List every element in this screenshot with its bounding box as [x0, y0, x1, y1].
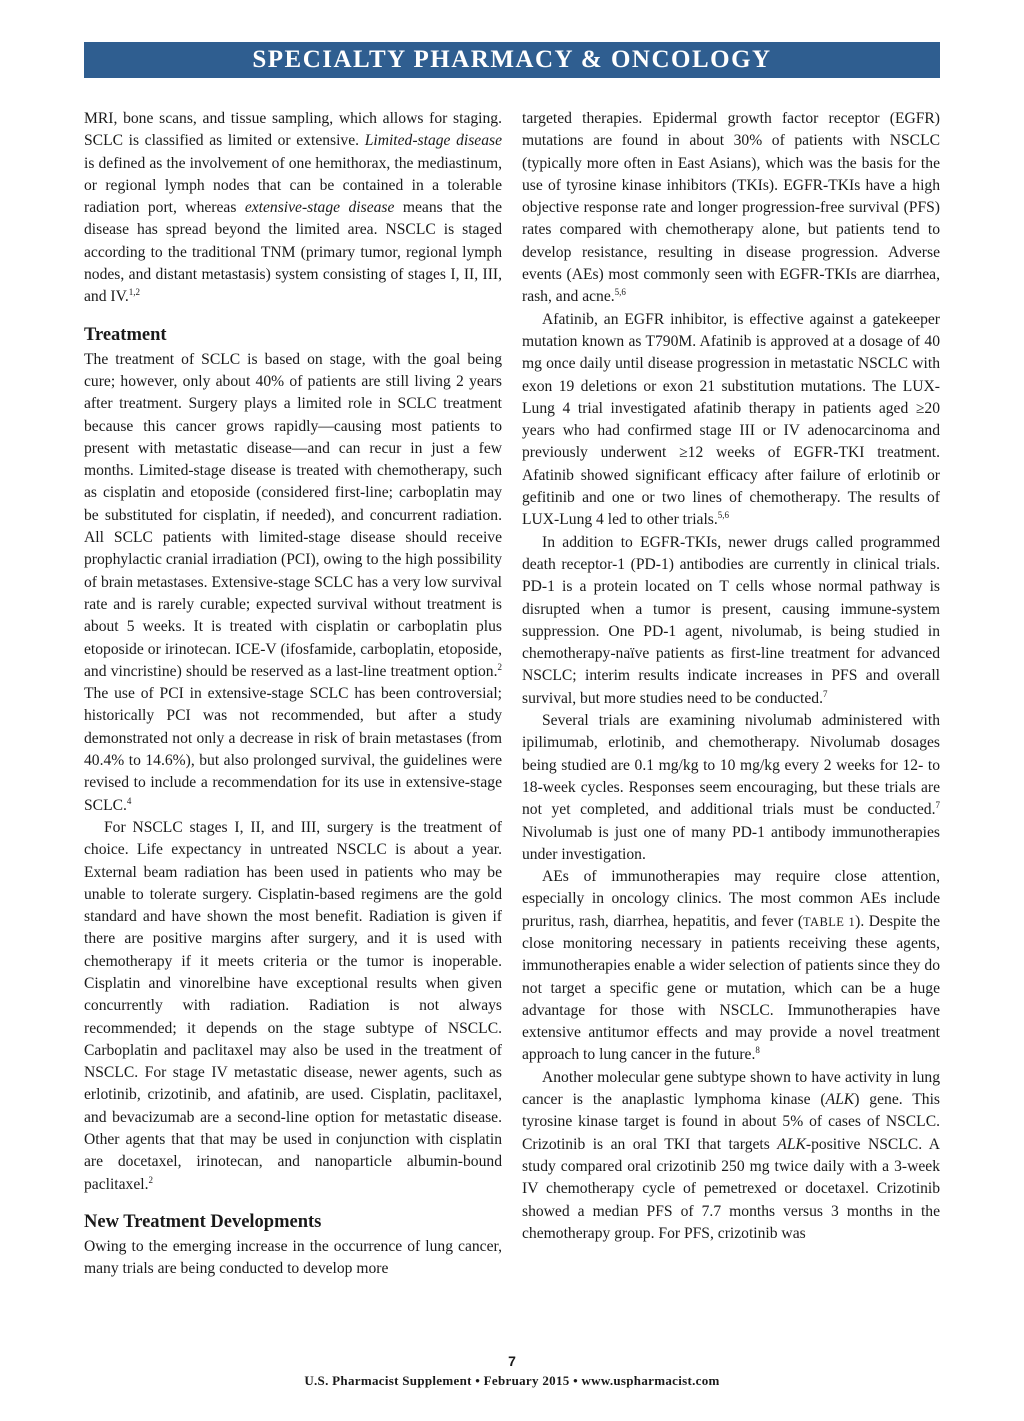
paragraph-afatinib: Afatinib, an EGFR inhibitor, is effective against a gatekeeper mutation known as T790M. Afatinib is approved at a dosage of 40 mg once daily until disease progression in metastatic NSCLC with exon 19 deletions or exon 21 substitution mutations. The LUX-Lung 4 trial investigated afatinib therapy in patients aged ≥20 years who had confirmed stage III or IV adenocarcinoma and previously underwent ≥12 weeks of EGFR-TKI treatment. Afatinib showed significant efficacy after failure of erlotinib or gefitinib and one or two lines of chemotherapy. The results of LUX-Lung 4 led to other trials.$^{5,6}$	[522, 310, 940, 529]
paragraph-alk: Another molecular gene subtype shown to have activity in lung cancer is the anaplastic lymphoma kinase (ALK) gene. This tyrosine kinase target is found in about 5% of cases of NSCLC. Crizotinib is an oral TKI that targets ALK-positive NSCLC. A study compared oral crizotinib 250 mg twice daily with a 3-week IV chemotherapy cycle of pemetrexed or docetaxel. Crizotinib showed a median PFS of 7.7 months versus 3 months in the chemotherapy group. For PFS, crizotinib was	[522, 1068, 940, 1242]
left-column	[84, 108, 502, 1348]
paragraph-immunotherapy-aes: AEs of immunotherapies may require close attention, especially in oncology clinics. The most common AEs include pruritus, rash, diarrhea, hepatitis, and fever (TABLE 1). Despite the close monitoring necessary in patients receiving these agents, immunotherapies enable a wider selection of patients since they do not target a specific gene or mutation, which can be a huge advantage for those with NSCLC. Immunotherapies have extensive antitumor effects and may provide a novel treatment approach to lung cancer in the future.$^8$	[522, 868, 940, 1064]
right-column	[522, 108, 940, 1348]
paragraph-staging: MRI, bone scans, and tissue sampling, which allows for staging. SCLC is classified as limited or extensive. Limited-stage disease is defined as the involvement of one hemithorax, the mediastinum, or regional lymph nodes that can be contained in a tolerable radiation port, whereas extensive-stage disease means that the disease has spread beyond the limited area. NSCLC is staged according to the traditional TNM (primary tumor, regional lymph nodes, and distant metastasis) system consisting of stages I, II, III, and IV.$^{1,2}$	[84, 110, 502, 306]
page-number: 7	[508, 1353, 516, 1369]
paragraph-sclc-treatment: The treatment of SCLC is based on stage, with the goal being cure; however, only about 40% of patients are still living 2 years after treatment. Surgery plays a limited role in SCLC treatment because this cancer grows rapidly—causing most patients to present with metastatic disease—and can recur in just a few months. Limited-stage disease is treated with chemotherapy, such as cisplatin and etoposide (considered first-line; carboplatin may be substituted for cisplatin, if needed), and concurrent radiation. All SCLC patients with limited-stage disease should receive prophylactic cranial irradiation (PCI), owing to the high possibility of brain metastases. Extensive-stage SCLC has a very low survival rate and is rarely curable; expected survival without treatment is about 5 weeks. It is treated with cisplatin or carboplatin plus etoposide or irinotecan. ICE-V (ifosfamide, carboplatin, etoposide, and vincristine) should be reserved as a last-line treatment option.$^2$ The use of PCI in extensive-stage SCLC has been controversial; historically PCI was not recommended, but after a study demonstrated not only a decrease in risk of brain metastases (from 40.4% to 14.6%), but also prolonged survival, the guidelines were revised to include a recommendation for its use in extensive-stage SCLC.$^4$	[84, 350, 502, 814]
heading-new-treatment-developments: New Treatment Developments	[84, 1211, 322, 1232]
table-reference: TABLE 1	[803, 914, 856, 929]
paragraph-egfr: targeted therapies. Epidermal growth factor receptor (EGFR) mutations are found in about 30% of patients with NSCLC (typically more often in East Asians), which was the basis for the use of tyrosine kinase inhibitors (TKIs). EGFR-TKIs have a high objective response rate and longer progression-free survival (PFS) rates compared with chemotherapy alone, but patients tend to develop resistance, resulting in disease progression. Adverse events (AEs) most commonly seen with EGFR-TKIs are diarrhea, rash, and acne.$^{5,6}$	[522, 110, 940, 306]
section-banner: SPECIALTY PHARMACY & ONCOLOGY	[84, 42, 940, 78]
paragraph-nivolumab: Several trials are examining nivolumab administered with ipilimumab, erlotinib, and chemotherapy. Nivolumab dosages being studied are 0.1 mg/kg to 10 mg/kg every 2 weeks for 12- to 18-week cycles. Responses seem encouraging, but these trials are not yet completed, and additional trials must be conducted.$^7$ Nivolumab is just one of many PD-1 antibody immunotherapies under investigation.	[522, 712, 940, 863]
paragraph-new-developments: Owing to the emerging increase in the occurrence of lung cancer, many trials are being conducted to develop more	[84, 1237, 502, 1278]
paragraph-nsclc-treatment: For NSCLC stages I, II, and III, surgery is the treatment of choice. Life expectancy in untreated NSCLC is about a year. External beam radiation has been used in patients who may be unable to tolerate surgery. Cisplatin-based regimens are the gold standard and have shown the most benefit. Radiation is given if there are positive margins after surgery, and it is used with chemotherapy if it meets criteria or the tumor is inoperable. Cisplatin and vinorelbine have exceptional results when given concurrently with radiation. Radiation is not always recommended; it depends on the stage subtype of NSCLC. Carboplatin and paclitaxel may also be used in the treatment of NSCLC. For stage IV metastatic disease, newer agents, such as erlotinib, crizotinib, and afatinib, are used. Cisplatin, paclitaxel, and bevacizumab are a second-line option for metastatic disease. Other agents that that may be used in conjunction with cisplatin are docetaxel, irinotecan, and nanoparticle albumin-bound paclitaxel.$^2$	[84, 818, 502, 1193]
heading-treatment: Treatment	[84, 324, 167, 345]
page-footer: U.S. Pharmacist Supplement • February 2015 • www.uspharmacist.com	[304, 1373, 720, 1388]
paragraph-pd1: In addition to EGFR-TKIs, newer drugs called programmed death receptor-1 (PD-1) antibodies are currently in clinical trials. PD-1 is a protein located on T cells whose normal pathway is disrupted when a tumor is present, causing immune-system suppression. One PD-1 agent, nivolumab, is being studied in chemotherapy-naïve patients as first-line treatment for advanced NSCLC; interim results indicate increases in PFS and overall survival, but more studies need to be conducted.$^7$	[522, 533, 940, 707]
